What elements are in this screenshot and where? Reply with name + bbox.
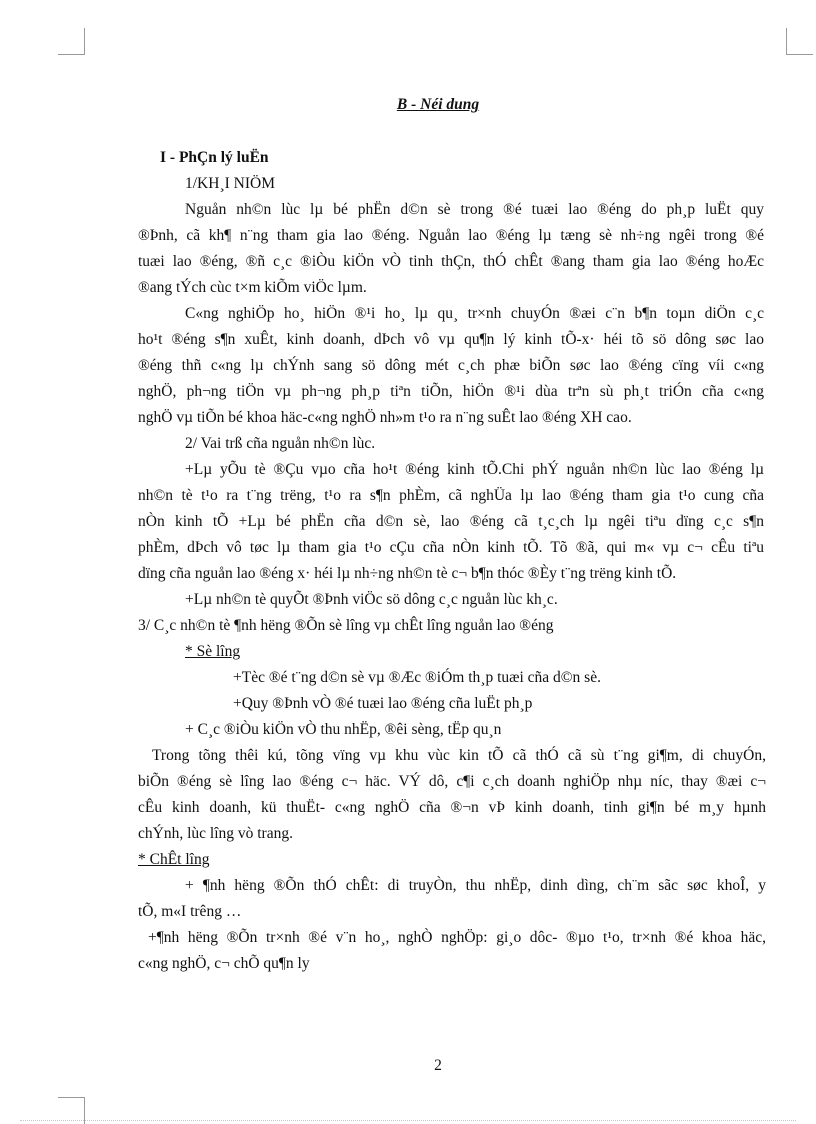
paragraph-line: chÝnh, lùc lîng vò trang. (138, 825, 293, 842)
paragraph-line: C«ng nghiÖp ho¸ hiÖn ®¹i ho¸ lµ qu¸ tr×nh chuyÓn ®æi c¨n b¶n toµn diÖn c¸c (185, 305, 764, 322)
paragraph-line: Trong tõng thêi kú, tõng vïng vµ khu vùc kin tÕ cã thÓ cã sù t¨ng gi¶m, di chuyÓn, (152, 747, 766, 764)
list-item-continuation: tÕ, m«I trêng … (138, 903, 242, 920)
paragraph-line: cÊu kinh doanh, kü thuËt- c«ng nghÖ cña ®¬n vÞ kinh doanh, tinh gi¶n bé m¸y hµnh (138, 799, 766, 816)
subsection-title: 3/ C¸c nh©n tè ¶nh hëng ®Õn sè lîng vµ chÊt lîng nguån lao ®éng (138, 617, 554, 634)
paragraph-line: +Lµ nh©n tè quyÕt ®Þnh viÖc sö dông c¸c nguån lùc kh¸c. (185, 591, 558, 608)
paragraph-line: ®éng thñ c«ng lµ chÝnh sang sö dông mét c¸ch phæ biÕn søc lao ®éng cïng víi c«ng (138, 357, 764, 374)
section-heading: B - Néi dung (396, 96, 480, 113)
page-bottom-border (20, 1120, 796, 1121)
paragraph-line: +Lµ yÕu tè ®Çu vµo cña ho¹t ®éng kinh tÕ.Chi phÝ nguån nh©n lùc lao ®éng lµ (185, 461, 764, 478)
part-title: I - PhÇn lý luËn (160, 149, 269, 166)
list-item-continuation: c«ng nghÖ, c¬ chÕ qu¶n ly (138, 955, 310, 972)
paragraph-line: phÈm, dÞch vô tøc lµ tham gia t¹o cÇu cña nÒn kinh tÕ. Tõ ®ã, qui m« vµ c¬ cÊu tiªu (138, 539, 764, 556)
subsection-title: 1/KH¸I NIÖM (185, 175, 275, 192)
paragraph-line: ®Þnh, cã kh¶ n¨ng tham gia lao ®éng. Nguån lao ®éng lµ tæng sè nh÷ng ngêi trong ®é (138, 227, 764, 244)
paragraph-line: Nguån nh©n lùc lµ bé phËn d©n sè trong ®é tuæi lao ®éng do ph¸p luËt quy (185, 201, 764, 218)
page-number: 2 (434, 1057, 442, 1074)
list-item: +Tèc ®é t¨ng d©n sè vµ ®Æc ®iÓm th¸p tuæi cña d©n sè. (233, 669, 601, 686)
subheading-quality: * ChÊt lîng (138, 851, 210, 868)
paragraph-line: nghÖ vµ tiÕn bé khoa häc-c«ng nghÖ nh»m t¹o ra n¨ng suÊt lao ®éng XH cao. (138, 409, 632, 426)
subsection-title: 2/ Vai trß cña nguån nh©n lùc. (185, 435, 376, 452)
paragraph-line: ho¹t ®éng s¶n xuÊt, kinh doanh, dÞch vô vµ qu¶n lý kinh tÕ-x· héi tõ sö dông søc lao (138, 331, 764, 348)
paragraph-line: nh©n tè t¹o ra t¨ng trëng, t¹o ra s¶n phÈm, cã nghÜa lµ lao ®éng tham gia t¹o cung cña (138, 487, 764, 504)
paragraph-line: biÕn ®éng sè lîng lao ®éng c¬ häc. VÝ dô, c¶i c¸ch doanh nghiÖp nhµ níc, thay ®æi c¬ (138, 773, 766, 790)
paragraph-line: ®ang tÝch cùc t×m kiÕm viÖc lµm. (138, 279, 367, 296)
crop-mark-top-right (786, 28, 813, 55)
subheading-quantity: * Sè lîng (185, 643, 241, 660)
paragraph-line: nÒn kinh tÕ +Lµ bé phËn cña d©n sè, lao ®éng cã t¸c¸ch lµ ngêi tiªu dïng c¸c s¶n (138, 513, 764, 530)
paragraph-line: nghÖ, ph¬ng tiÖn vµ ph¬ng ph¸p tiªn tiÕn, hiÖn ®¹i dùa trªn sù ph¸t triÓn cña c«ng (138, 383, 764, 400)
list-item: +¶nh hëng ®Õn tr×nh ®é v¨n ho¸, nghÒ nghÖp: gi¸o dôc- ®µo t¹o, tr×nh ®é khoa häc, (148, 929, 766, 946)
paragraph-line: dïng cña nguån lao ®éng x· héi lµ nh÷ng nh©n tè c¬ b¶n thóc ®Èy t¨ng trëng kinh tÕ. (138, 565, 677, 582)
list-item: +Quy ®Þnh vÒ ®é tuæi lao ®éng cña luËt ph¸p (233, 695, 533, 712)
list-item: + ¶nh hëng ®Õn thÓ chÊt: di truyÒn, thu nhËp, dinh dìng, ch¨m sãc søc khoÎ, y (185, 877, 766, 894)
list-item: + C¸c ®iÒu kiÖn vÒ thu nhËp, ®êi sèng, tËp qu¸n (185, 721, 502, 738)
paragraph-line: tuæi lao ®éng, ®ñ c¸c ®iÒu kiÖn vÒ tinh thÇn, thÓ chÊt ®ang tham gia lao ®éng hoÆc (138, 253, 764, 270)
crop-mark-top-left (58, 28, 85, 55)
